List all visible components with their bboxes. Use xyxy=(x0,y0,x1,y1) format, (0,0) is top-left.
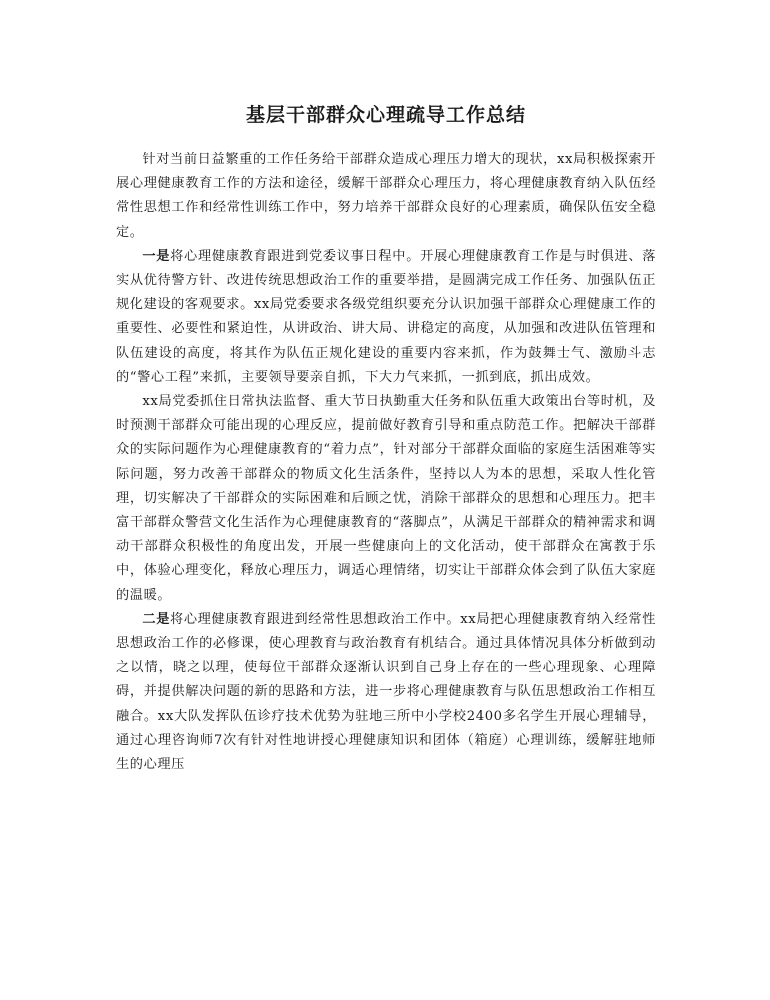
document-page xyxy=(116,100,656,777)
paragraph-point-one-detail xyxy=(116,390,656,608)
document-title: 基层干部群众心理疏导工作总结 xyxy=(245,104,526,126)
paragraph-text: 将心理健康教育跟进到党委议事日程中。开展心理健康教育工作是与时俱进、落实从优待警方针、改进传统思想政治工作的重要举措，是圆满完成工作任务、加强队伍正规化建设的客观要求。xx局党委要求各级党组织要充分认识加强干部群众心理健康工作的重要性、必要性和紧迫性，从讲政治、讲大局、讲稳定的高度，从加强和改进队伍管理和队伍建设的高度，将其作为队伍正规化建设的重要内容来抓，作为鼓舞士气、激励斗志的“警心工程”来抓，主要领导要亲自抓，下大力气来抓，一抓到底，抓出成效。 xyxy=(116,248,657,385)
paragraph-point-two xyxy=(116,608,656,777)
paragraph-text: 针对当前日益繁重的工作任务给干部群众造成心理压力增大的现状，xx局积极探索开展心理健康教育工作的方法和途径，缓解干部群众心理压力，将心理健康教育纳入队伍经常性思想工作和经常性训练工作中，努力培养干部群众良好的心理素质，确保队伍安全稳定。 xyxy=(116,152,656,240)
paragraph-intro xyxy=(116,148,656,245)
paragraph-lead: 一是 xyxy=(142,248,171,264)
paragraph-lead: 二是 xyxy=(142,611,171,627)
paragraph-point-one xyxy=(116,245,656,390)
paragraph-text: xx局党委抓住日常执法监督、重大节日执勤重大任务和队伍重大政策出台等时机，及时预测干部群众可能出现的心理反应，提前做好教育引导和重点防范工作。把解决干部群众的实际问题作为心理健康教育的“着力点”，针对部分干部群众面临的家庭生活困难等实际问题，努力改善干部群众的物质文化生活条件，坚持以人为本的思想，采取人性化管理，切实解决了干部群众的实际困难和后顾之忧，消除干部群众的思想和心理压力。把丰富干部群众警营文化生活作为心理健康教育的“落脚点”，从满足干部群众的精神需求和调动干部群众积极性的角度出发，开展一些健康向上的文化活动，使干部群众在寓教于乐中，体验心理变化，释放心理压力，调适心理情绪，切实让干部群众体会到了队伍大家庭的温暖。 xyxy=(116,394,656,603)
paragraph-text: 将心理健康教育跟进到经常性思想政治工作中。xx局把心理健康教育纳入经常性思想政治工作的必修课，使心理教育与政治教育有机结合。通过具体情况具体分析做到动之以情，晓之以理，使每位干部群众逐渐认识到自己身上存在的一些心理现象、心理障碍，并提供解决问题的新的思路和方法，进一步将心理健康教育与队伍思想政治工作相互融合。xx大队发挥队伍诊疗技术优势为驻地三所中小学校2400多名学生开展心理辅导，通过心理咨询师7次有针对性地讲授心理健康知识和团体（箱庭）心理训练，缓解驻地师生的心理压 xyxy=(116,611,656,773)
